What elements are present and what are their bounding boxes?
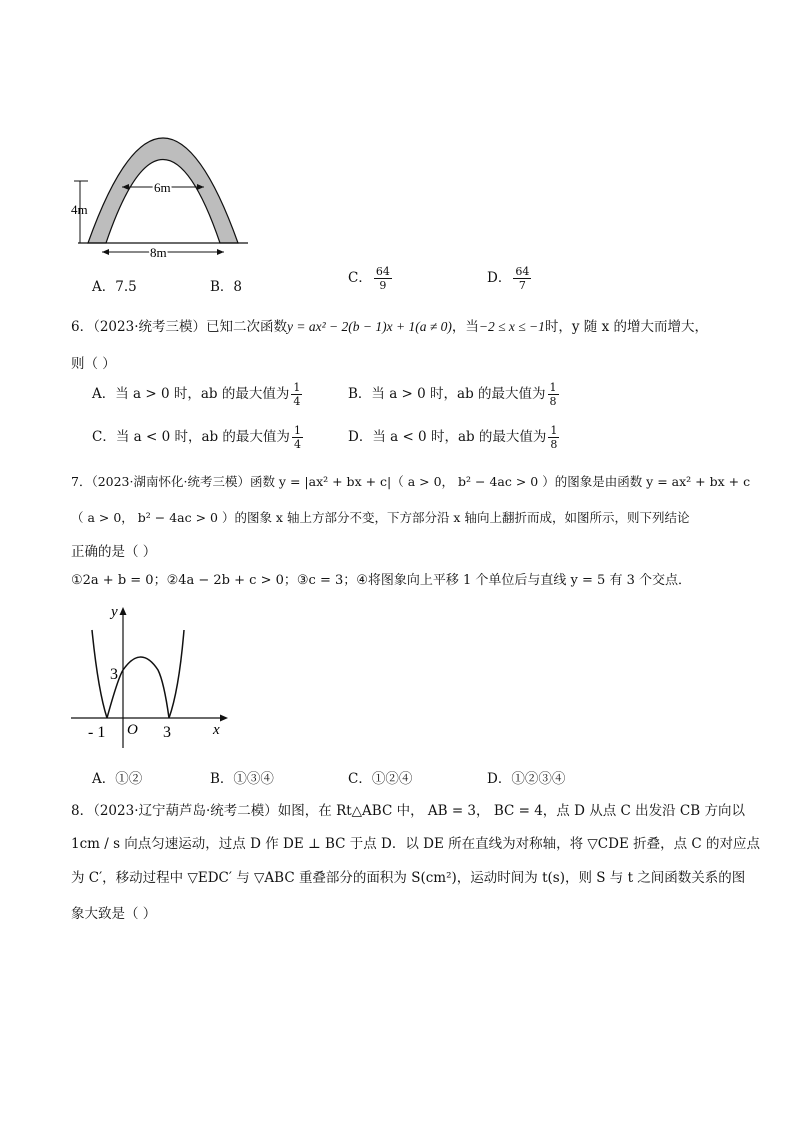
q8-line2: 1cm / s 向点匀速运动，过点 D 作 DE ⊥ BC 于点 D．以 DE 所在直线为对称轴，将 ▽CDE 折叠，点 C 的对应点 [71, 836, 761, 852]
q7-line4: ①2a + b = 0；②4a − 2b + c > 0；③c = 3；④将图象向上平移 1 个单位后与直线 y = 5 有 3 个交点． [71, 573, 692, 588]
arch-figure [66, 88, 256, 258]
q7-graph [66, 600, 236, 750]
q5-option-c: C． $\frac{64}{9}$ [348, 265, 390, 292]
q8-line3: 为 C′，移动过程中 ▽EDC′ 与 ▽ABC 重叠部分的面积为 S(cm²)，运动时间为 t(s)，则 S 与 t 之间函数关系的图 [71, 870, 746, 886]
q6-option-b: B．当 a > 0 时，ab 的最大值为 $\frac{1}{8}$ [348, 381, 557, 408]
q6-stem-line1: 6．（2023·统考三模）已知二次函数y = ax² − 2(b − 1)x + 1(a ≠ 0)，当−2 ≤ x ≤ −1时，y 随 x 的增大而增大， [71, 319, 709, 335]
q6-option-c: C．当 a < 0 时，ab 的最大值为 $\frac{1}{4}$ [92, 424, 301, 451]
q7-option-b: B．①③④ [210, 771, 274, 787]
q5-option-a: A．7.5 [92, 279, 137, 295]
curve-right-arm [169, 630, 184, 718]
q5-option-d: D． $\frac{64}{7}$ [487, 265, 530, 292]
graph-origin-label: O [127, 722, 138, 738]
height-label: 4m [71, 202, 88, 217]
q8-line1: 8．（2023·辽宁葫芦岛·统考二模）如图，在 Rt△ABC 中， AB = 3， BC = 4，点 D 从点 C 出发沿 CB 方向以 [71, 803, 745, 819]
q6-option-a: A．当 a > 0 时，ab 的最大值为 $\frac{1}{4}$ [92, 381, 301, 408]
graph-x-label: x [213, 722, 220, 738]
q6-stem-line2: 则（ ） [71, 356, 116, 372]
q7-option-c: C．①②④ [348, 771, 413, 787]
q7-option-a: A．①② [92, 771, 143, 787]
q7-line2: （ a > 0， b² − 4ac > 0 ）的图象 x 轴上方部分不变，下方部分沿 x 轴向上翻折而成，如图所示，则下列结论 [71, 510, 690, 525]
q7-line3: 正确的是（ ） [71, 544, 157, 560]
q5-option-b: B．8 [210, 279, 243, 295]
graph-neg1-label: - 1 [88, 724, 106, 741]
q8-line4: 象大致是（ ） [71, 906, 157, 922]
curve-left-arm [92, 630, 107, 718]
q6-option-d: D．当 a < 0 时，ab 的最大值为 $\frac{1}{8}$ [348, 424, 558, 451]
q7-option-d: D．①②③④ [487, 771, 566, 787]
graph-y-label: y [111, 604, 118, 620]
graph-x3-label: 3 [163, 724, 171, 741]
graph-y3-label: 3 [110, 666, 118, 683]
inner-width-label: 6m [154, 180, 171, 195]
q7-line1: 7．（2023·湖南怀化·统考三模）函数 y = |ax² + bx + c|（ a > 0， b² − 4ac > 0 ）的图象是由函数 y = ax² + bx + c [71, 474, 751, 489]
outer-width-label: 8m [150, 245, 167, 258]
